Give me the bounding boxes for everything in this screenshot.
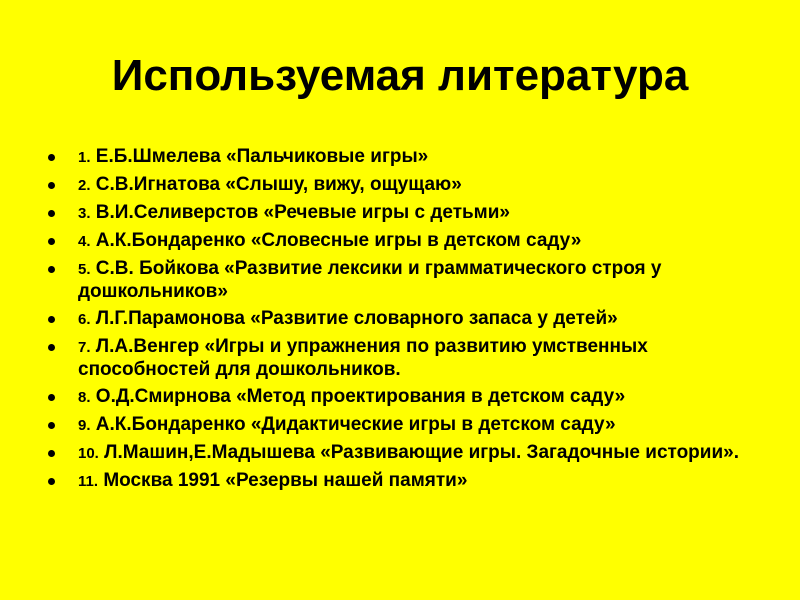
reference-text: В.И.Селиверстов «Речевые игры с детьми» — [95, 202, 510, 223]
reference-text: Л.Машин,Е.Мадышева «Развивающие игры. Загадочные истории». — [104, 442, 739, 463]
bullet-dot-icon — [48, 394, 55, 401]
reference-item — [46, 386, 766, 409]
bullet-dot-icon — [48, 316, 55, 323]
reference-text: Л.А.Венгер «Игры и упражнения по развитию умственных способностей для дошкольников. — [78, 336, 648, 380]
reference-item — [46, 258, 766, 303]
bullet-dot-icon — [48, 210, 55, 217]
bullet-dot-icon — [48, 266, 55, 273]
reference-item — [46, 414, 766, 437]
reference-item — [46, 308, 766, 331]
reference-item — [46, 230, 766, 253]
reference-text: Москва 1991 «Резервы нашей памяти» — [103, 470, 468, 491]
reference-list — [46, 146, 766, 498]
reference-number: 6. — [78, 311, 91, 328]
reference-number: 1. — [78, 149, 91, 166]
bullet-dot-icon — [48, 422, 55, 429]
reference-item — [46, 442, 766, 465]
reference-item — [46, 146, 766, 169]
reference-item — [46, 470, 766, 493]
reference-number: 8. — [78, 389, 91, 406]
reference-number: 9. — [78, 417, 91, 434]
reference-text: С.В. Бойкова «Развитие лексики и грамматического строя у дошкольников» — [78, 258, 662, 302]
bullet-dot-icon — [48, 182, 55, 189]
bullet-dot-icon — [48, 154, 55, 161]
reference-number: 10. — [78, 445, 99, 462]
reference-number: 5. — [78, 261, 91, 278]
reference-text: О.Д.Смирнова «Метод проектирования в детском саду» — [95, 386, 626, 407]
reference-text: С.В.Игнатова «Слышу, вижу, ощущаю» — [95, 174, 462, 195]
bullet-dot-icon — [48, 238, 55, 245]
slide-title: Используемая литература — [111, 51, 689, 100]
reference-item — [46, 174, 766, 197]
reference-text: Л.Г.Парамонова «Развитие словарного запаса у детей» — [95, 308, 618, 329]
reference-number: 4. — [78, 233, 91, 250]
reference-text: А.К.Бондаренко «Словесные игры в детском саду» — [95, 230, 582, 251]
bullet-dot-icon — [48, 344, 55, 351]
reference-item — [46, 336, 766, 381]
reference-number: 2. — [78, 177, 91, 194]
reference-number: 11. — [78, 473, 99, 490]
reference-item — [46, 202, 766, 225]
reference-number: 7. — [78, 339, 91, 356]
bullet-dot-icon — [48, 478, 55, 485]
reference-text: Е.Б.Шмелева «Пальчиковые игры» — [95, 146, 429, 167]
reference-text: А.К.Бондаренко «Дидактические игры в детском саду» — [95, 414, 616, 435]
bullet-dot-icon — [48, 450, 55, 457]
reference-number: 3. — [78, 205, 91, 222]
